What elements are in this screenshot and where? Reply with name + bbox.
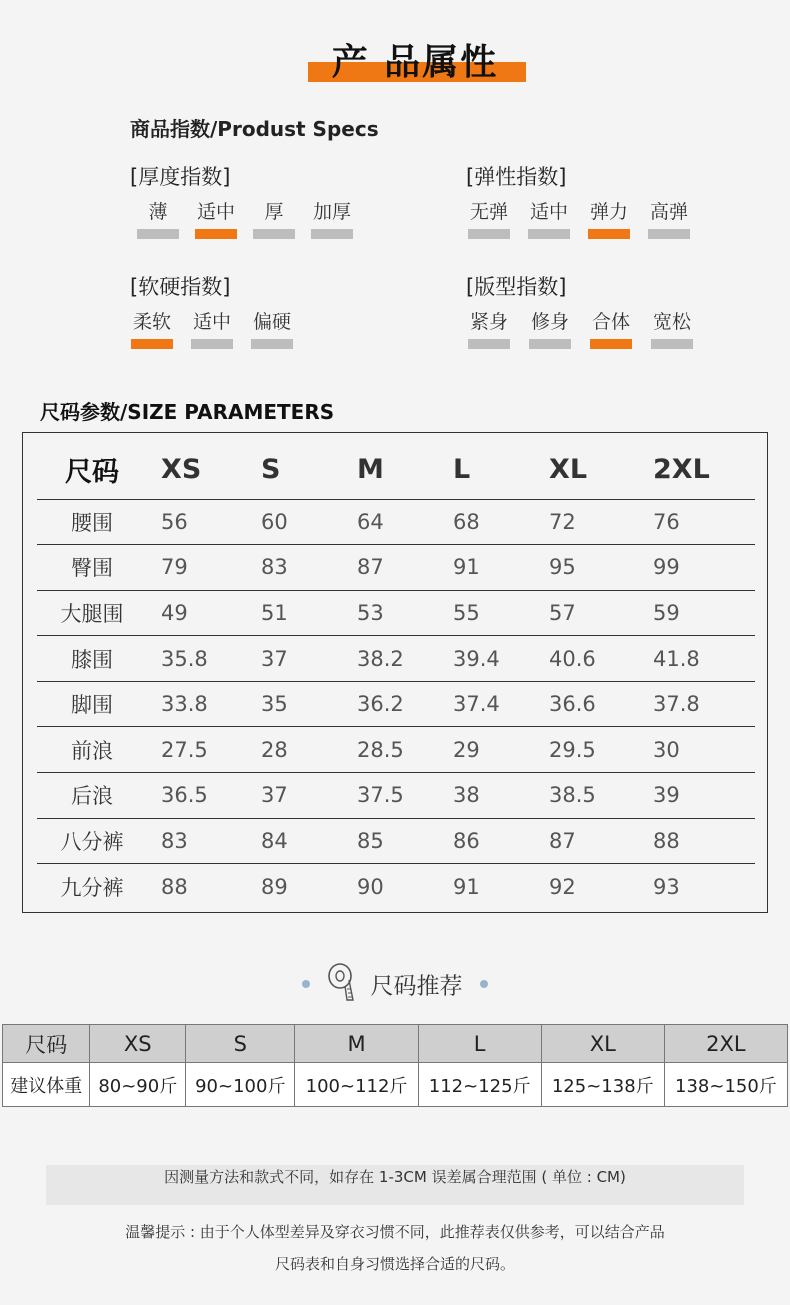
spec-option bbox=[587, 197, 631, 224]
spec-indicator bbox=[528, 229, 570, 239]
spec-group-title: [版型指数] bbox=[466, 275, 567, 299]
table-row bbox=[37, 727, 755, 773]
size-cell: 40.6 bbox=[535, 636, 639, 682]
size-table-frame bbox=[22, 432, 768, 913]
spec-indicator bbox=[191, 339, 233, 349]
size-row-label: 九分裤 bbox=[60, 875, 124, 900]
spec-indicator bbox=[251, 339, 293, 349]
spec-option bbox=[130, 307, 174, 334]
spec-option bbox=[650, 307, 694, 334]
size-header-cell: XL bbox=[535, 441, 639, 499]
size-cell: 36.6 bbox=[535, 681, 639, 727]
recommend-weight-cell: 90~100斤 bbox=[186, 1063, 295, 1107]
spec-indicator-active bbox=[590, 339, 632, 349]
spec-indicator bbox=[651, 339, 693, 349]
spec-option-label: 适中 bbox=[529, 201, 568, 223]
size-row-label: 八分裤 bbox=[37, 818, 147, 864]
size-cell: 93 bbox=[653, 874, 680, 899]
spec-group bbox=[130, 271, 291, 333]
table-row bbox=[37, 818, 755, 864]
recommend-weight-cell: 100~112斤 bbox=[295, 1063, 418, 1107]
recommend-header-cell: 尺码 bbox=[3, 1025, 90, 1063]
size-header-cell: M bbox=[343, 441, 439, 499]
size-row-label: 脚围 bbox=[37, 681, 147, 727]
size-table bbox=[37, 441, 755, 909]
size-cell: 85 bbox=[343, 818, 439, 864]
spec-option-label: 紧身 bbox=[469, 311, 508, 333]
spec-option-label: 适中 bbox=[192, 311, 231, 333]
size-header-cell: 尺码 bbox=[37, 441, 147, 499]
spec-indicator-active bbox=[588, 229, 630, 239]
size-cell: 91 bbox=[439, 545, 535, 591]
size-cell: 86 bbox=[439, 818, 535, 864]
size-cell: 37 bbox=[247, 773, 343, 819]
spec-option-label: 适中 bbox=[196, 201, 235, 223]
size-cell: 55 bbox=[439, 590, 535, 636]
tape-measure-icon bbox=[327, 962, 357, 1006]
page-title: 产 品属性 bbox=[331, 42, 499, 83]
spec-option bbox=[527, 197, 571, 224]
size-header-cell: XS bbox=[147, 441, 247, 499]
spec-option bbox=[250, 307, 294, 334]
spec-option-label: 合体 bbox=[591, 311, 630, 333]
table-row bbox=[37, 864, 755, 910]
recommend-weight-cell: 125~138斤 bbox=[541, 1063, 664, 1107]
tip-note-line1: 温馨提示 : 由于个人体型差异及穿衣习惯不同，此推荐表仅供参考，可以结合产品 bbox=[125, 1223, 665, 1241]
recommend-row-label: 建议体重 bbox=[3, 1063, 90, 1107]
spec-group bbox=[466, 271, 691, 333]
size-cell: 53 bbox=[343, 590, 439, 636]
tip-note-line2: 尺码表和自身习惯选择合适的尺码。 bbox=[274, 1255, 515, 1273]
size-cell: 29.5 bbox=[535, 727, 639, 773]
recommend-header-cell: XS bbox=[90, 1025, 186, 1063]
size-parameters-heading: 尺码参数/SIZE PARAMETERS bbox=[40, 400, 335, 424]
spec-option bbox=[589, 307, 633, 334]
spec-indicator bbox=[137, 229, 179, 239]
spec-group-title: [弹性指数] bbox=[466, 165, 567, 189]
spec-option bbox=[310, 197, 354, 224]
size-cell: 37.5 bbox=[343, 773, 439, 819]
size-cell: 68 bbox=[439, 499, 535, 545]
size-row-label: 膝围 bbox=[37, 636, 147, 682]
size-cell: 79 bbox=[147, 545, 247, 591]
size-cell: 89 bbox=[261, 874, 288, 899]
size-header-cell: S bbox=[247, 441, 343, 499]
size-cell: 39 bbox=[639, 773, 755, 819]
spec-option-label: 加厚 bbox=[312, 201, 351, 223]
size-cell: 72 bbox=[535, 499, 639, 545]
spec-option bbox=[252, 197, 296, 224]
size-cell: 91 bbox=[453, 874, 480, 899]
size-header-cell: L bbox=[439, 441, 535, 499]
spec-option-label: 偏硬 bbox=[252, 311, 291, 333]
spec-indicator-active bbox=[131, 339, 173, 349]
size-row-label: 腰围 bbox=[37, 499, 147, 545]
spec-option-label: 薄 bbox=[148, 201, 168, 223]
size-table-header bbox=[37, 441, 755, 499]
size-cell: 99 bbox=[639, 545, 755, 591]
table-row bbox=[37, 773, 755, 819]
spec-indicator bbox=[468, 229, 510, 239]
size-cell: 76 bbox=[639, 499, 755, 545]
table-row bbox=[37, 681, 755, 727]
size-header-cell: 2XL bbox=[639, 441, 755, 499]
recommend-header-cell: M bbox=[295, 1025, 418, 1063]
size-cell: 90 bbox=[357, 874, 384, 899]
size-cell: 35.8 bbox=[147, 636, 247, 682]
spec-indicator-active bbox=[195, 229, 237, 239]
size-cell: 51 bbox=[247, 590, 343, 636]
spec-option-label: 厚 bbox=[264, 201, 284, 223]
specs-heading: 商品指数/Produst Specs bbox=[130, 117, 379, 141]
spec-option bbox=[190, 307, 234, 334]
size-row-label: 前浪 bbox=[37, 727, 147, 773]
size-cell: 57 bbox=[535, 590, 639, 636]
spec-option bbox=[467, 197, 511, 224]
table-row bbox=[37, 590, 755, 636]
recommend-header-row bbox=[3, 1025, 788, 1063]
size-cell: 49 bbox=[147, 590, 247, 636]
size-cell: 59 bbox=[639, 590, 755, 636]
spec-group bbox=[466, 161, 688, 223]
size-cell: 28.5 bbox=[343, 727, 439, 773]
recommend-heading bbox=[0, 962, 790, 1006]
table-row bbox=[37, 499, 755, 545]
size-cell: 38.5 bbox=[535, 773, 639, 819]
size-cell: 41.8 bbox=[639, 636, 755, 682]
spec-group bbox=[130, 161, 351, 223]
bullet-dot-icon bbox=[480, 980, 488, 988]
recommend-header-cell: 2XL bbox=[664, 1025, 787, 1063]
spec-option-label: 无弹 bbox=[469, 201, 508, 223]
size-cell: 83 bbox=[147, 818, 247, 864]
recommend-table bbox=[2, 1024, 788, 1107]
size-cell: 35 bbox=[247, 681, 343, 727]
size-row-label: 臀围 bbox=[37, 545, 147, 591]
size-cell: 27.5 bbox=[147, 727, 247, 773]
size-cell: 38 bbox=[439, 773, 535, 819]
recommend-header-cell: S bbox=[186, 1025, 295, 1063]
size-row-label: 大腿围 bbox=[37, 590, 147, 636]
size-cell: 56 bbox=[147, 499, 247, 545]
spec-option-label: 弹力 bbox=[589, 201, 628, 223]
spec-group-title: [软硬指数] bbox=[130, 275, 231, 299]
size-cell: 95 bbox=[535, 545, 639, 591]
size-cell: 87 bbox=[343, 545, 439, 591]
spec-option-label: 柔软 bbox=[132, 311, 171, 333]
size-cell: 84 bbox=[247, 818, 343, 864]
size-cell: 36.2 bbox=[343, 681, 439, 727]
spec-option-label: 修身 bbox=[530, 311, 569, 333]
size-cell: 39.4 bbox=[439, 636, 535, 682]
size-cell: 33.8 bbox=[147, 681, 247, 727]
size-cell: 29 bbox=[439, 727, 535, 773]
size-cell: 88 bbox=[161, 874, 188, 899]
recommend-weight-cell: 112~125斤 bbox=[418, 1063, 541, 1107]
spec-indicator bbox=[253, 229, 295, 239]
size-cell: 30 bbox=[639, 727, 755, 773]
size-cell: 83 bbox=[247, 545, 343, 591]
spec-indicator bbox=[529, 339, 571, 349]
table-row bbox=[37, 545, 755, 591]
spec-indicator bbox=[648, 229, 690, 239]
size-cell: 64 bbox=[343, 499, 439, 545]
size-cell: 37.4 bbox=[439, 681, 535, 727]
size-cell: 37.8 bbox=[639, 681, 755, 727]
size-cell: 88 bbox=[639, 818, 755, 864]
measurement-note: 因测量方法和款式不同，如存在 1-3CM 误差属合理范围 ( 单位 : CM) bbox=[164, 1168, 626, 1186]
spec-option bbox=[467, 307, 511, 334]
size-cell: 38.2 bbox=[343, 636, 439, 682]
spec-option-label: 宽松 bbox=[652, 311, 691, 333]
size-cell: 37 bbox=[247, 636, 343, 682]
recommend-header-cell: L bbox=[418, 1025, 541, 1063]
size-cell: 60 bbox=[247, 499, 343, 545]
spec-option bbox=[136, 197, 180, 224]
spec-indicator bbox=[311, 229, 353, 239]
spec-option bbox=[647, 197, 691, 224]
spec-option-label: 高弹 bbox=[649, 201, 688, 223]
size-cell: 92 bbox=[549, 874, 576, 899]
recommend-weight-cell: 138~150斤 bbox=[664, 1063, 787, 1107]
recommend-weight-row bbox=[3, 1063, 788, 1107]
spec-indicator bbox=[468, 339, 510, 349]
table-row bbox=[37, 636, 755, 682]
recommend-header-cell: XL bbox=[541, 1025, 664, 1063]
size-cell: 87 bbox=[535, 818, 639, 864]
spec-group-title: [厚度指数] bbox=[130, 165, 231, 189]
spec-option bbox=[528, 307, 572, 334]
size-cell: 28 bbox=[247, 727, 343, 773]
spec-option bbox=[194, 197, 238, 224]
recommend-weight-cell: 80~90斤 bbox=[90, 1063, 186, 1107]
size-row-label: 后浪 bbox=[37, 773, 147, 819]
bullet-dot-icon bbox=[302, 980, 310, 988]
recommend-title: 尺码推荐 bbox=[370, 973, 463, 1000]
size-cell: 36.5 bbox=[147, 773, 247, 819]
